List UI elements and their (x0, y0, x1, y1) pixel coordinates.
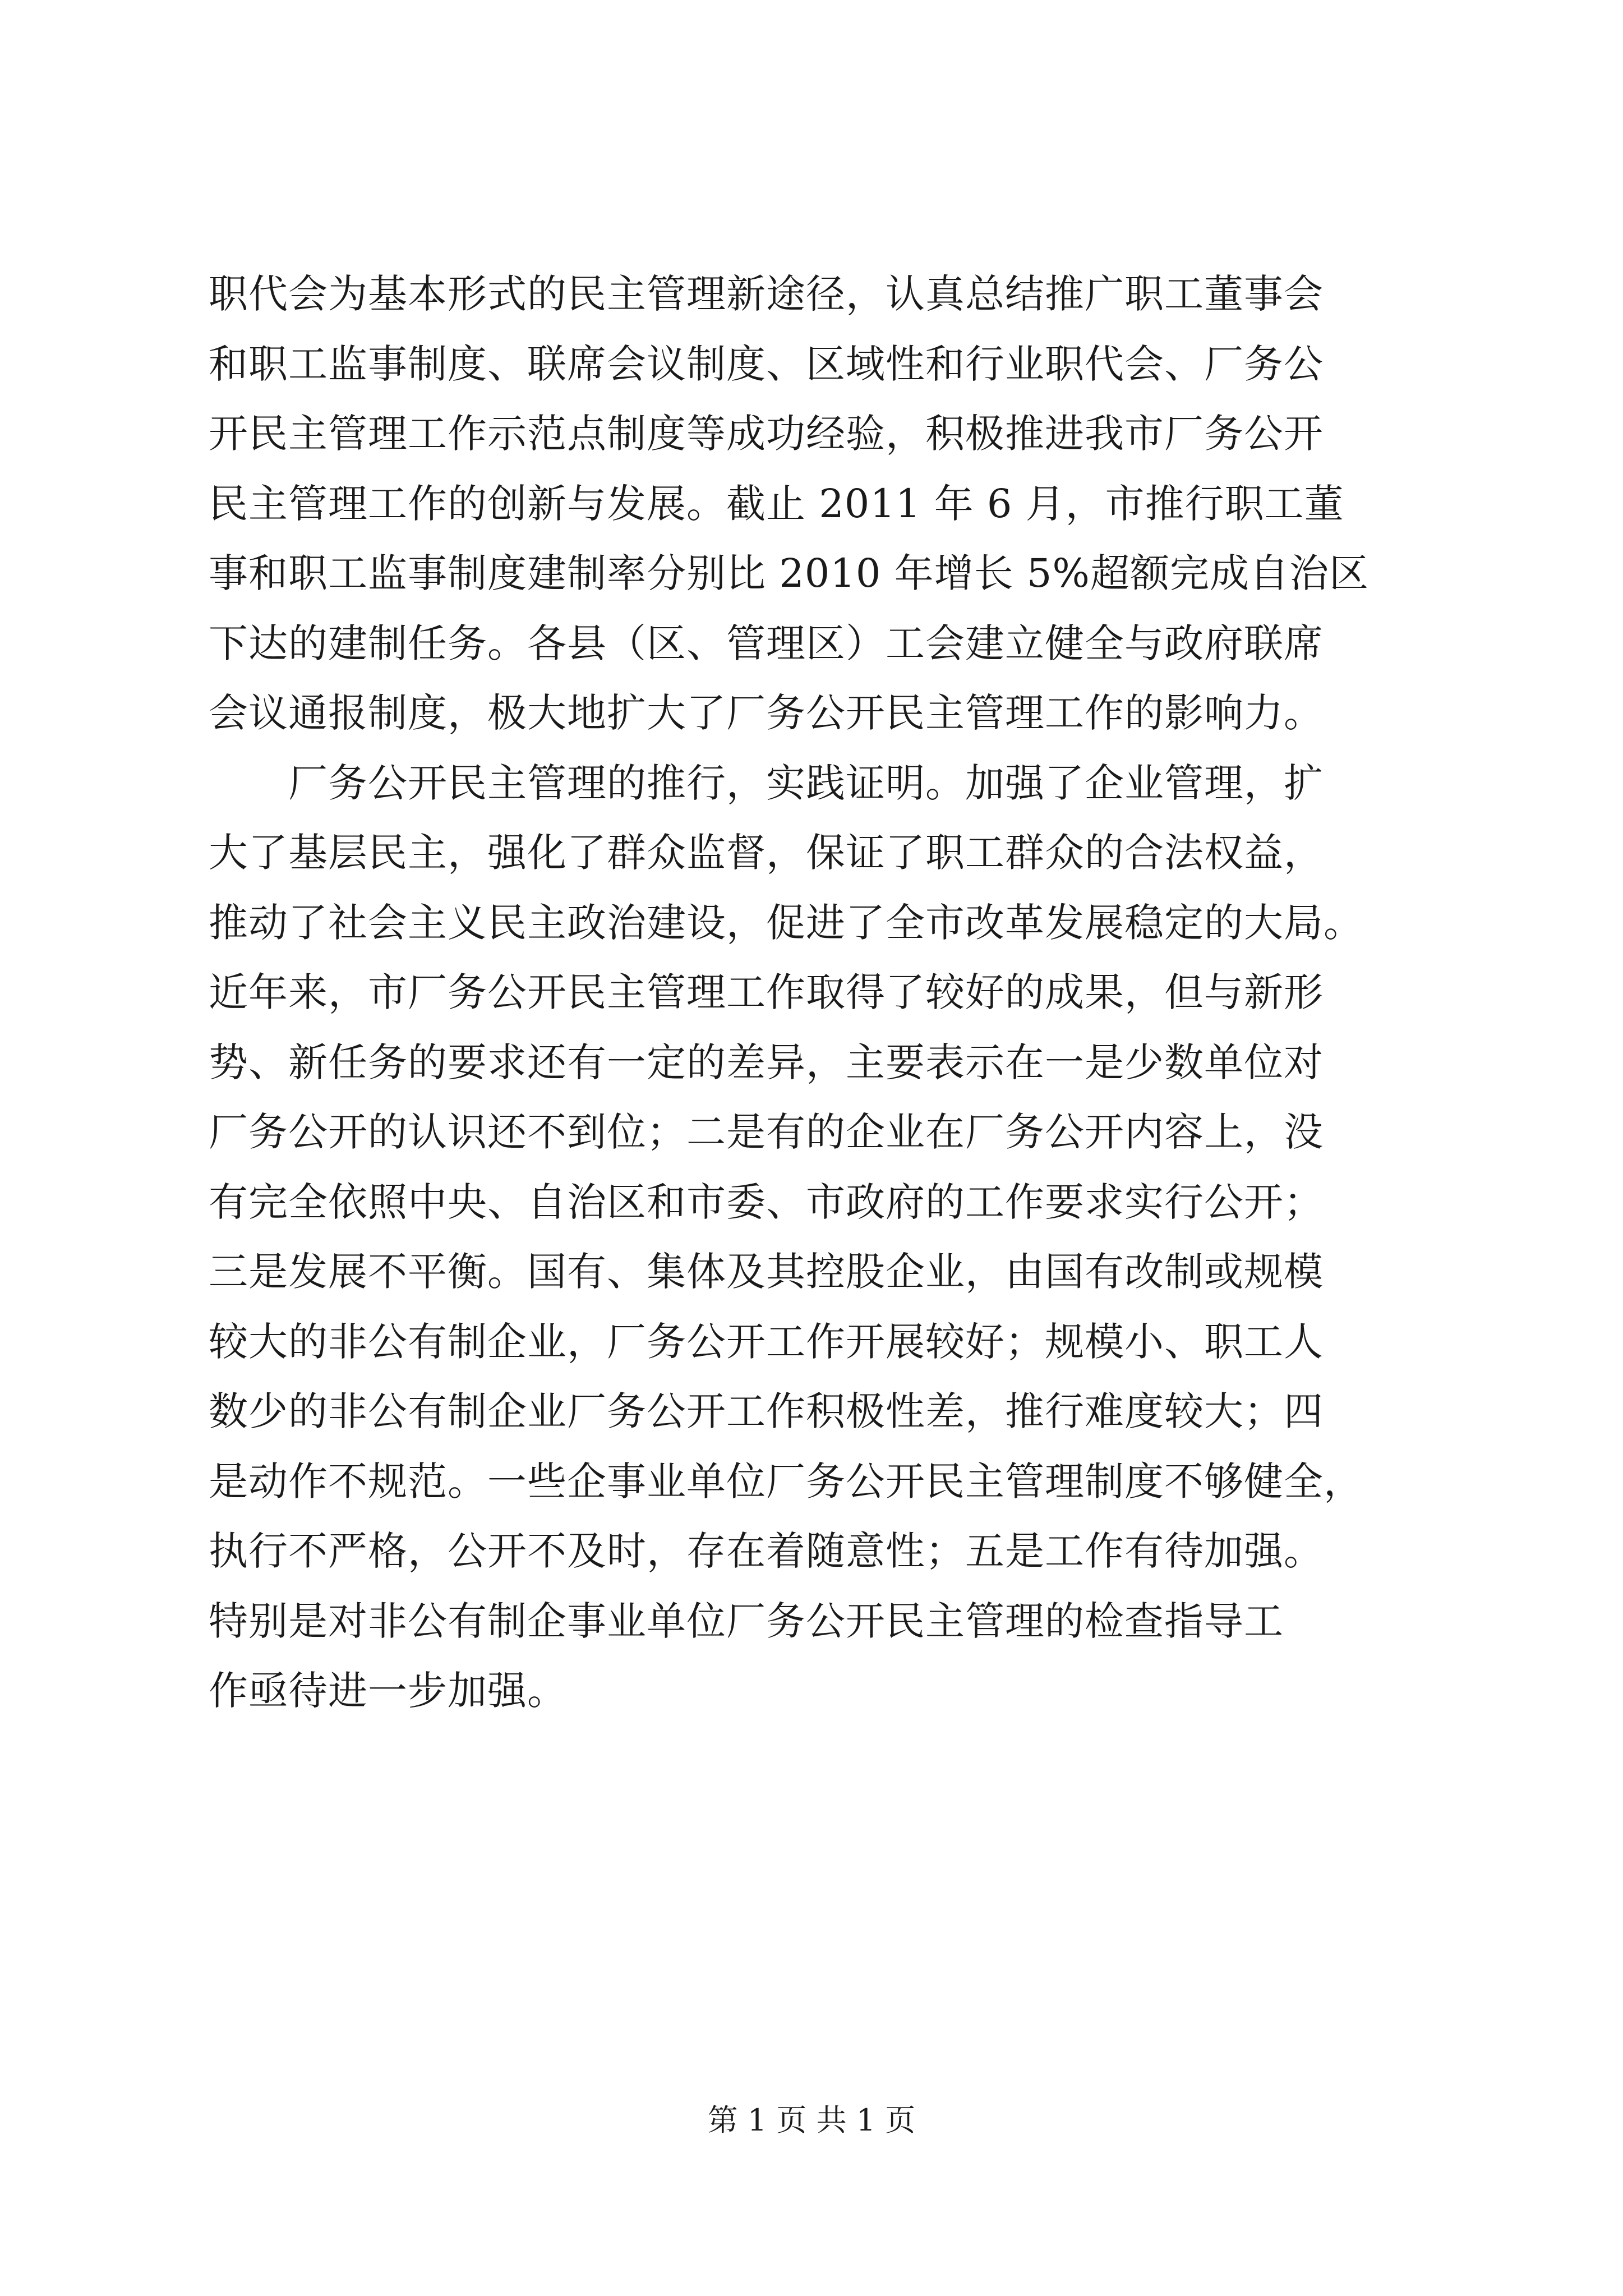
text-line: 数少的非公有制企业厂务公开工作积极性差，推行难度较大；四 (209, 1388, 1324, 1434)
text-line: 有完全依照中央、自治区和市委、市政府的工作要求实行公开； (209, 1179, 1324, 1225)
text-line: 下达的建制任务。各县（区、管理区）工会建立健全与政府联席 (209, 620, 1324, 666)
text-line: 会议通报制度，极大地扩大了厂务公开民主管理工作的影响力。 (209, 690, 1324, 736)
body-text (209, 259, 1426, 1726)
text-line: 厂务公开的认识还不到位；二是有的企业在厂务公开内容上，没 (209, 1109, 1324, 1155)
text-line: 职代会为基本形式的民主管理新途径，认真总结推广职工董事会 (209, 271, 1324, 317)
text-line: 开民主管理工作示范点制度等成功经验，积极推进我市厂务公开 (209, 411, 1324, 457)
text-line: 厂务公开民主管理的推行，实践证明。加强了企业管理，扩 (209, 760, 1324, 806)
page-footer: 第 1 页 共 1 页 (707, 2102, 916, 2138)
text-line: 民主管理工作的创新与发展。截止 2011 年 6 月，市推行职工董 (209, 480, 1344, 527)
text-line: 推动了社会主义民主政治建设，促进了全市改革发展稳定的大局。 (209, 899, 1363, 946)
text-line: 较大的非公有制企业，厂务公开工作开展较好；规模小、职工人 (209, 1318, 1324, 1365)
text-line: 近年来，市厂务公开民主管理工作取得了较好的成果，但与新形 (209, 969, 1324, 1015)
text-line: 和职工监事制度、联席会议制度、区域性和行业职代会、厂务公 (209, 341, 1324, 387)
text-line: 执行不严格，公开不及时，存在着随意性；五是工作有待加强。 (209, 1528, 1324, 1574)
text-line: 势、新任务的要求还有一定的差异，主要表示在一是少数单位对 (209, 1039, 1324, 1085)
text-line: 大了基层民主，强化了群众监督，保证了职工群众的合法权益， (209, 830, 1324, 876)
text-line: 是动作不规范。一些企事业单位厂务公开民主管理制度不够健全， (209, 1458, 1363, 1504)
text-line: 特别是对非公有制企事业单位厂务公开民主管理的检查指导工 (209, 1598, 1284, 1644)
text-line: 作亟待进一步加强。 (209, 1668, 567, 1714)
text-line: 事和职工监事制度建制率分别比 2010 年增长 5%超额完成自治区 (209, 550, 1369, 596)
text-line: 三是发展不平衡。国有、集体及其控股企业，由国有改制或规模 (209, 1249, 1324, 1295)
